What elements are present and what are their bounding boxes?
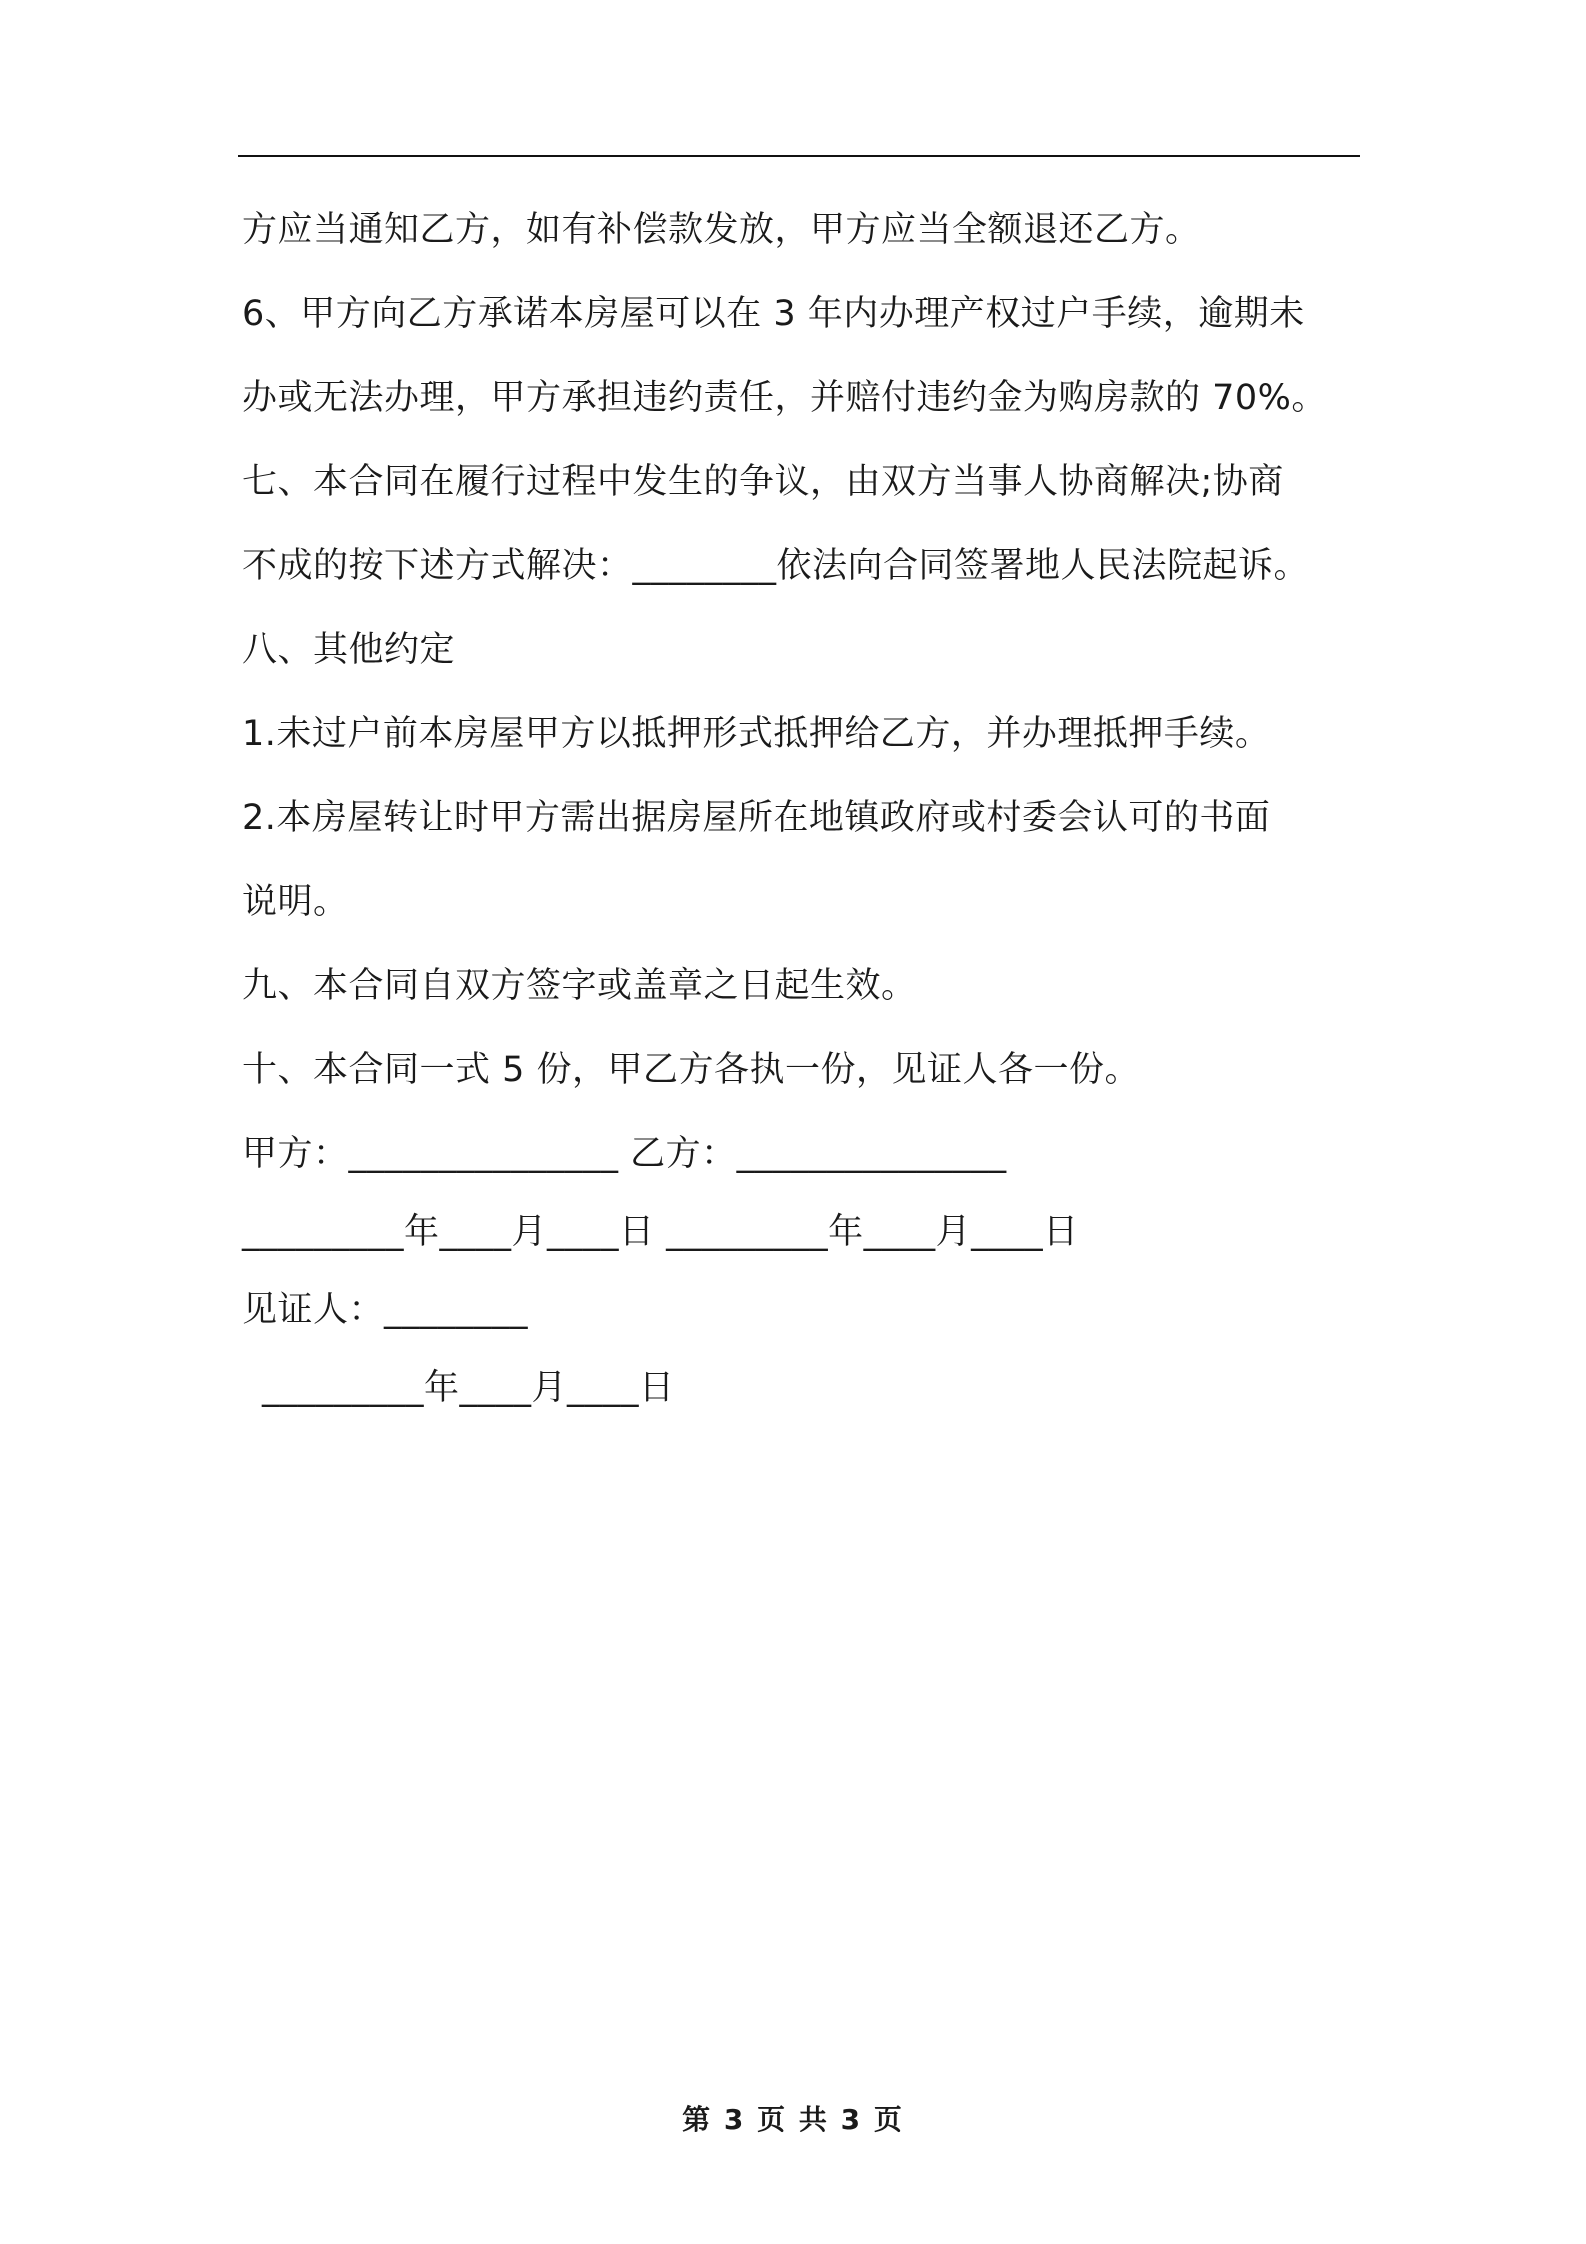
text-line: 2.本房屋转让时甲方需出据房屋所在地镇政府或村委会认可的书面 — [242, 798, 1271, 838]
page-number: 第 3 页 共 3 页 — [682, 2103, 904, 2136]
text-line: 不成的按下述方式解决：________依法向合同签署地人民法院起诉。 — [242, 546, 1310, 586]
signature-parties-line: 甲方：_______________ 乙方：_______________ — [242, 1134, 1007, 1174]
witness-line: 见证人：________ — [242, 1290, 529, 1330]
text-line: 七、本合同在履行过程中发生的争议，由双方当事人协商解决;协商 — [242, 462, 1284, 502]
text-line: 1.未过户前本房屋甲方以抵押形式抵押给乙方，并办理抵押手续。 — [242, 714, 1271, 754]
text-line: 办或无法办理，甲方承担违约责任，并赔付违约金为购房款的 70%。 — [242, 378, 1327, 418]
witness-date-line: _________年____月____日 — [262, 1368, 675, 1408]
header-rule — [238, 155, 1360, 157]
text-line: 方应当通知乙方，如有补偿款发放，甲方应当全额退还乙方。 — [242, 210, 1201, 250]
signature-dates-line: _________年____月____日 _________年____月____日 — [242, 1212, 1079, 1252]
text-line: 八、其他约定 — [242, 630, 456, 670]
text-line: 说明。 — [242, 882, 349, 922]
text-line: 十、本合同一式 5 份，甲乙方各执一份，见证人各一份。 — [242, 1050, 1141, 1090]
contract-body — [242, 200, 1367, 1436]
text-line: 九、本合同自双方签字或盖章之日起生效。 — [242, 966, 917, 1006]
text-line: 6、甲方向乙方承诺本房屋可以在 3 年内办理产权过户手续，逾期未 — [242, 294, 1305, 334]
